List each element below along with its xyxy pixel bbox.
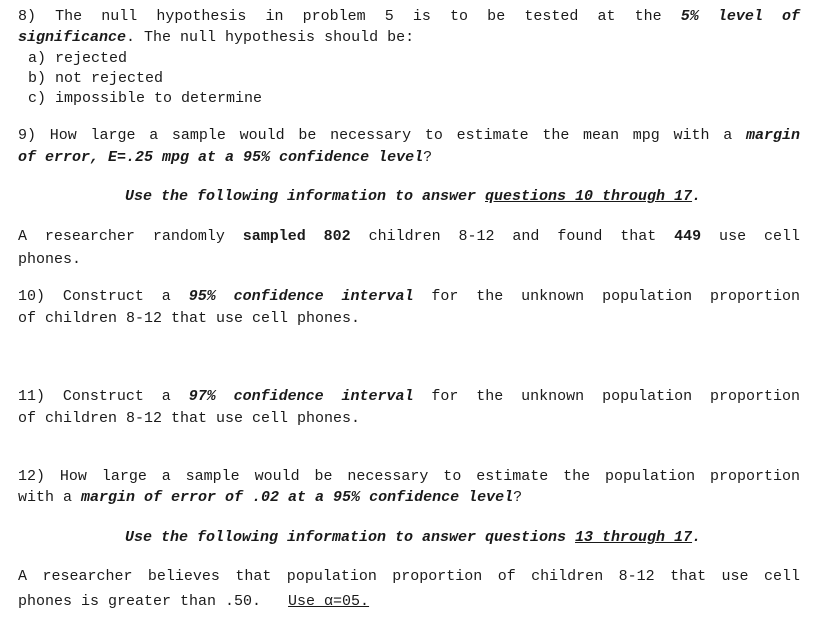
info1-text: Use the following information to answer	[124, 188, 485, 205]
q10-line-1	[18, 287, 800, 307]
scenario1-sample-size: sampled 802	[242, 228, 351, 245]
q9-line-1	[18, 126, 800, 146]
q11-text-cont: for the unknown population proportion	[413, 388, 800, 405]
info-instruction-1	[0, 187, 826, 207]
scenario2-line-1: A researcher believes that population proportion of children 8-12 that use cell	[18, 568, 800, 585]
q9-emphasis-error: of error, E=.25 mpg	[18, 149, 190, 166]
q8-option-a: a) rejected	[28, 50, 128, 67]
q8-option-b: b) not rejected	[28, 70, 164, 87]
q8-emphasis: 5% level of	[680, 8, 800, 25]
q12-emphasis: margin of error of .02 at a 95% confidence level	[81, 489, 514, 506]
q12-line-2	[18, 488, 800, 508]
q10-text: 10) Construct a	[18, 288, 189, 305]
q11-line-2: of children 8-12 that use cell phones.	[18, 410, 361, 427]
q8-line-2	[18, 28, 800, 48]
q11-text: 11) Construct a	[18, 388, 189, 405]
q12-question-mark: ?	[513, 489, 523, 506]
scenario1-text-b: children 8-12 and found that	[350, 228, 675, 245]
info-instruction-2	[0, 528, 826, 548]
scenario1-line-2: phones.	[18, 251, 82, 268]
scenario1-line-1	[18, 227, 800, 247]
scenario1-text-a: A researcher randomly	[18, 228, 243, 245]
scenario1-text-c: use cell	[701, 228, 800, 245]
q8-option-c: c) impossible to determine	[28, 90, 263, 107]
q9-text: 9) How large a sample would be necessary to estimate the mean mpg with a	[18, 127, 746, 144]
scenario2-text: phones is greater than .50.	[18, 593, 289, 610]
q12-text: with a	[18, 489, 82, 506]
q9-emphasis-confidence: at a 95% confidence level	[198, 149, 424, 166]
q8-emphasis-significance: significance	[18, 29, 127, 46]
q11-emphasis: 97% confidence interval	[188, 388, 414, 405]
q12-line-1: 12) How large a sample would be necessary to estimate the population proportion	[18, 468, 800, 485]
info2-underlined: 13 through 17	[575, 529, 693, 546]
q9-question-mark: ?	[423, 149, 433, 166]
scenario2-line-2	[18, 592, 800, 612]
q8-text-cont: . The null hypothesis should be:	[126, 29, 415, 46]
q8-text: 8) The null hypothesis in problem 5 is to be tested at the	[18, 8, 681, 25]
q10-line-2: of children 8-12 that use cell phones.	[18, 310, 361, 327]
info2-text: Use the following information to answer questions	[124, 529, 576, 546]
q11-line-1	[18, 387, 800, 407]
info1-underlined: questions 10 through 17	[485, 188, 693, 205]
scenario2-alpha: Use α=05.	[288, 593, 370, 610]
q9-line-2	[18, 148, 800, 168]
info2-period: .	[692, 529, 702, 546]
q8-line-1	[18, 7, 800, 27]
q10-text-cont: for the unknown population proportion	[413, 288, 800, 305]
scenario1-count: 449	[674, 228, 702, 245]
q9-emphasis-margin: margin	[745, 127, 800, 144]
q10-emphasis: 95% confidence interval	[188, 288, 414, 305]
info1-period: .	[692, 188, 702, 205]
